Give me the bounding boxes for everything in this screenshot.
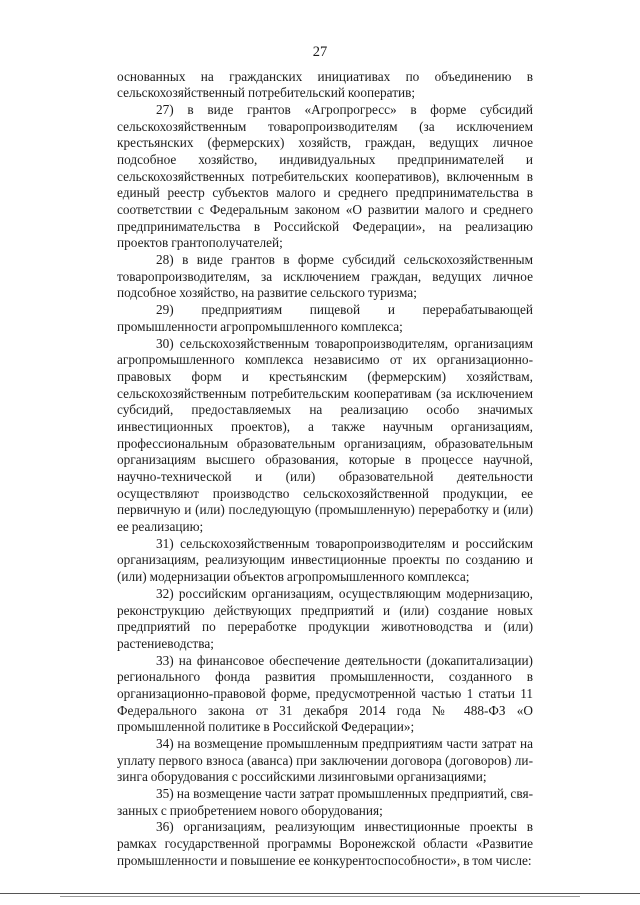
paragraph-item-28: 28) в виде грантов в форме субсидий сельскохозяйственным товаропроизводителям, за исключением граждан, ведущих личное подсобное хозяйство, на развитие сельского туризма; — [117, 252, 533, 301]
paragraph-item-27: 27) в виде грантов «Агропрогресс» в форме субсидий сельскохозяйственным товаропроизводителям (за исключением крестьянских (фермерских) хозяйств, граждан, ведущих личное подсобное хозяйство, индивидуальных предпринимателей и сельскохозяйственных потребительских кооперативов), включенным в единый реестр субъектов малого и среднего предпринимательства в соответствии с Федеральным законом «О развитии малого и среднего предпринимательства в Российской Федерации», на реализацию проектов грантополучателей; — [117, 101, 533, 251]
body-text — [117, 69, 533, 870]
paragraph-item-30: 30) сельскохозяйственным товаропроизводителям, организациям агропромышленного комплекса независимо от их организационно-правовых форм и крестьянским (фермерским) хозяйствам, сельскохозяйственным потребительским кооперативам (за исключением субсидий, предоставляемых на реализацию особо значимых инвестиционных проектов), а также научным организациям, профессиональным образовательным организациям, образовательным организациям высшего образования, которые в процессе научной, научно-технической и (или) образовательной деятельности осуществляют производство сельскохозяйственной продукции, ее первичную и (или) последующую (промышленную) переработку и (или) ее реализацию; — [117, 335, 533, 535]
paragraph-item-31: 31) сельскохозяйственным товаропроизводителям и российским организациям, реализующим инвестиционные проекты по созданию и (или) модернизации объектов агропромышленного комплекса; — [117, 535, 533, 585]
page-number: 27 — [312, 44, 328, 60]
paragraph-item-29: 29) предприятиям пищевой и перерабатывающей промышленности агропромышленного комплекса; — [117, 302, 533, 334]
paragraph-item-32: 32) российским организациям, осуществляющим модернизацию, реконструкцию действующих предприятий и (или) создание новых предприятий по переработке продукции животноводства и (или) растениеводства; — [117, 585, 533, 651]
footer-divider — [0, 893, 640, 894]
footer-divider-secondary — [60, 896, 580, 897]
paragraph-item-35: 35) на возмещение части затрат промышленных предприятий, связанных с приобретением нового оборудования; — [117, 786, 533, 818]
paragraph-item-34: 34) на возмещение промышленным предприятиям части затрат на уплату первого взноса (аванса) при заключении договора (договоров) лизинга оборудования с российскими лизинговыми организациями; — [117, 736, 533, 785]
paragraph-continuation: основанных на гражданских инициативах по объединению в сельскохозяйственный потребительский кооператив; — [117, 68, 533, 101]
paragraph-item-36: 36) организациям, реализующим инвестиционные проекты в рамках государственной программы Воронежской области «Развитие промышленности и повышение ее конкурентоспособности», в том числе: — [117, 819, 533, 868]
paragraph-item-33: 33) на финансовое обеспечение деятельности (докапитализации) регионального фонда развития промышленности, созданного в организационно-правовой форме, предусмотренной частью 1 статьи 11 Федерального закона от 31 декабря 2014 года № 488-ФЗ «О промышленной политике в Российской Федерации»; — [117, 652, 533, 735]
